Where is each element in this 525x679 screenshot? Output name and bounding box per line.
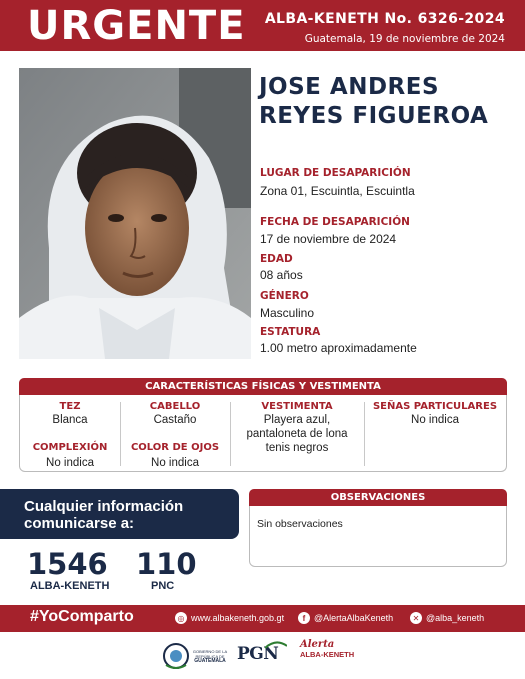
tez-value: Blanca <box>52 414 88 426</box>
place-date: Guatemala, 19 de noviembre de 2024 <box>304 33 505 45</box>
field-value-edad: 08 años <box>260 268 303 282</box>
field-value-fecha: 17 de noviembre de 2024 <box>260 232 397 246</box>
twitter-link[interactable] <box>410 612 484 624</box>
ojos-label: COLOR DE OJOS <box>130 442 220 453</box>
pgn-swoosh-icon <box>265 640 287 650</box>
contact-banner <box>0 489 239 539</box>
ojos-value: No indica <box>151 457 199 469</box>
contact-line-2: comunicarse a: <box>24 515 135 532</box>
vestimenta-value-1: Playera azul, <box>263 414 331 426</box>
phone-label-pnc: PNC <box>151 580 175 592</box>
vestimenta-value-3: tenis negros <box>265 442 329 454</box>
senas-value: No indica <box>411 414 459 426</box>
facebook-link[interactable] <box>298 612 393 624</box>
tez-label: TEZ <box>59 401 81 412</box>
person-name <box>259 73 519 131</box>
pgn-logo: PGN <box>237 644 279 664</box>
phone-number-alba[interactable]: 1546 <box>27 547 108 581</box>
twitter-text: @alba_keneth <box>426 613 485 623</box>
facebook-text: @AlertaAlbaKeneth <box>314 613 394 623</box>
gov-line-1: GOBIERNO DE LA REPÚBLICA DE <box>192 649 228 659</box>
alerta-logo <box>300 640 354 660</box>
footer-band <box>0 605 525 632</box>
phone-label-alba: ALBA-KENETH <box>30 580 110 592</box>
guatemala-seal-icon <box>162 641 190 671</box>
header-banner <box>0 0 525 51</box>
website-link[interactable] <box>175 612 284 624</box>
alert-title: URGENTE <box>27 3 246 49</box>
facebook-icon: f <box>298 612 310 624</box>
cabello-value: Castaño <box>153 414 197 426</box>
vestimenta-value-2: pantaloneta de lona <box>246 428 348 440</box>
observations-text: Sin observaciones <box>257 518 343 530</box>
characteristics-heading: CARACTERÍSTICAS FÍSICAS Y VESTIMENTA <box>19 378 507 395</box>
field-label-fecha: FECHA DE DESAPARICIÓN <box>260 216 410 228</box>
field-label-genero: GÉNERO <box>260 290 309 302</box>
name-line-2: REYES FIGUEROA <box>259 103 489 129</box>
case-number: ALBA-KENETH No. 6326-2024 <box>264 11 505 27</box>
observations-heading: OBSERVACIONES <box>249 489 507 506</box>
vestimenta-label: VESTIMENTA <box>261 401 333 412</box>
contact-text <box>24 498 183 532</box>
field-label-lugar: LUGAR DE DESAPARICIÓN <box>260 167 411 179</box>
cabello-label: CABELLO <box>149 401 201 412</box>
complexion-value: No indica <box>46 457 94 469</box>
name-line-1: JOSE ANDRES <box>259 74 440 100</box>
x-icon: ✕ <box>410 612 422 624</box>
missing-person-photo <box>19 68 251 359</box>
gov-line-2: GUATEMALA <box>194 658 226 664</box>
field-value-lugar: Zona 01, Escuintla, Escuintla <box>260 184 415 198</box>
alerta-line-2: ALBA-KENETH <box>300 650 355 659</box>
phone-number-pnc[interactable]: 110 <box>136 547 197 581</box>
field-value-estatura: 1.00 metro aproximadamente <box>260 341 417 355</box>
alerta-line-1: Alerta <box>300 639 335 650</box>
contact-line-1: Cualquier información <box>24 498 184 515</box>
complexion-label: COMPLEXIÓN <box>32 442 108 453</box>
globe-icon: ◎ <box>175 612 187 624</box>
website-text: www.albakeneth.gob.gt <box>191 613 285 623</box>
gov-logo-text <box>190 649 230 664</box>
field-label-edad: EDAD <box>260 253 293 265</box>
senas-label: SEÑAS PARTICULARES <box>372 401 498 412</box>
field-label-estatura: ESTATURA <box>260 326 321 338</box>
hashtag[interactable]: #YoComparto <box>30 608 134 625</box>
field-value-genero: Masculino <box>260 306 315 320</box>
